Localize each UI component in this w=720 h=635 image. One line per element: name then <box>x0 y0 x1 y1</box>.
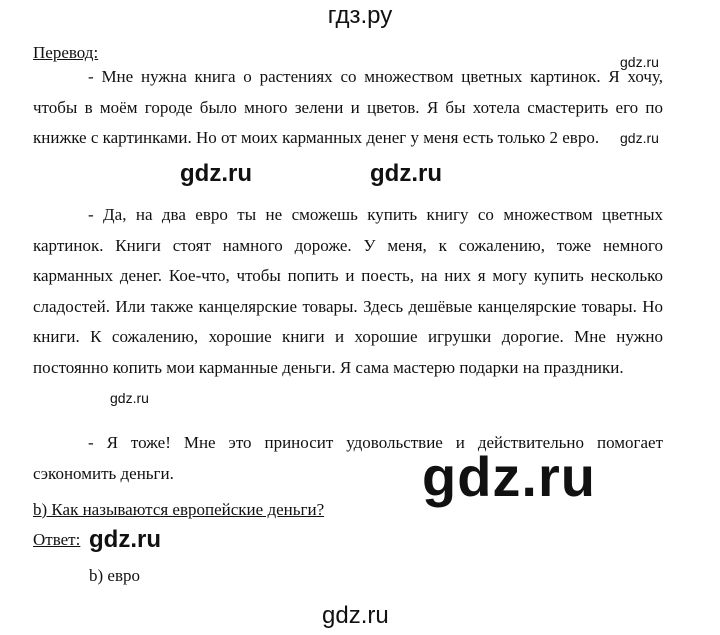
watermark-medium: gdz.ru <box>89 526 161 553</box>
dialogue-paragraph-1: - Мне нужна книга о растениях со множеством цветных картинок. Я хочу, чтобы в моём городе было много зелени и цветов. Я бы хотела смастерить его по книжке с картинками. Но от моих карманных денег у меня есть только 2 евро. <box>33 67 663 148</box>
watermark-small: gdz.ru <box>620 130 659 146</box>
dialogue-paragraph-2: - Да, на два евро ты не сможешь купить книгу со множеством цветных картинок. Книги стоят намного дороже. У меня, к сожалению, тоже немного карманных денег. Кое-что, чтобы попить и поесть, на них я могу купить несколько сладостей. Или также канцелярские товары. Здесь дешёвые канцелярские товары. Но книги. К сожалению, хорошие книги и хорошие игрушки дорогие. Мне нужно постоянно копить мои карманные деньги. Я сама мастерю подарки на праздники. <box>33 205 663 377</box>
watermark-medium: gdz.ru <box>180 160 252 187</box>
watermark-large: gdz.ru <box>422 445 596 508</box>
translation-heading: Перевод: <box>33 43 99 62</box>
watermark-medium: gdz.ru <box>370 160 442 187</box>
question-text: b) Как называются европейские деньги? <box>33 500 325 519</box>
answer-label: Ответ: <box>33 530 81 549</box>
dialogue-paragraph-3: - Я тоже! Мне это приносит удовольствие и действительно помогает сэкономить деньги. <box>33 433 663 483</box>
watermark-bottom: gdz.ru <box>322 602 389 629</box>
watermark-small: gdz.ru <box>110 390 149 406</box>
site-title: гдз.ру <box>327 2 393 29</box>
watermark-small: gdz.ru <box>620 54 659 70</box>
answer-text: b) евро <box>89 566 140 585</box>
